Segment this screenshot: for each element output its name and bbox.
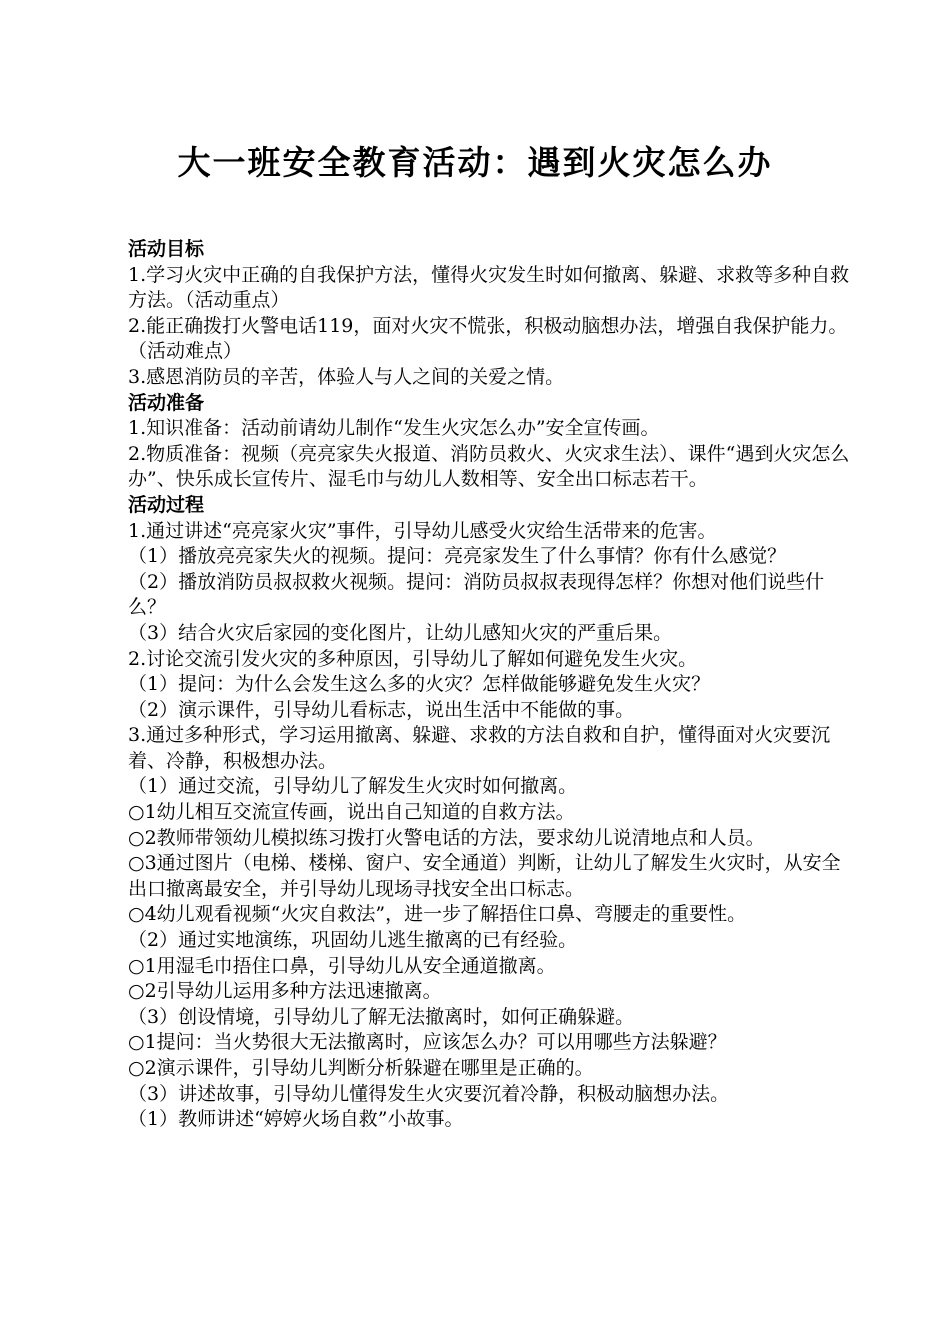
process-item: ○1用湿毛巾捂住口鼻，引导幼儿从安全通道撤离。 (128, 954, 556, 977)
document-body (128, 237, 858, 1133)
process-item: ○1幼儿相互交流宣传画，说出自己知道的自救方法。 (128, 801, 575, 824)
process-item: ○4幼儿观看视频“火灾自救法”，进一步了解捂住口鼻、弯腰走的重要性。 (128, 903, 747, 926)
goal-item: 2.能正确拨打火警电话119，面对火灾不慌张，积极动脑想办法，增强自我保护能力。（活动难点） (128, 314, 848, 363)
page-title: 大一班安全教育活动：遇到火灾怎么办 (177, 143, 773, 182)
process-item: （1）通过交流，引导幼儿了解发生火灾时如何撤离。 (128, 775, 578, 798)
process-item: 2.讨论交流引发火灾的多种原因，引导幼儿了解如何避免发生火灾。 (128, 647, 698, 670)
process-item: （1）教师讲述“婷婷火场自救”小故事。 (128, 1108, 464, 1131)
goal-item: 3.感恩消防员的辛苦，体验人与人之间的关爱之情。 (128, 365, 565, 388)
process-item: 1.通过讲述“亮亮家火灾”事件，引导幼儿感受火灾给生活带来的危害。 (128, 519, 717, 542)
section-heading-process: 活动过程 (128, 493, 205, 516)
section-heading-preparation: 活动准备 (128, 391, 205, 414)
process-item: ○1提问：当火势很大无法撤离时，应该怎么办？可以用哪些方法躲避？ (128, 1031, 727, 1054)
process-item: （1）提问：为什么会发生这么多的火灾？怎样做能够避免发生火灾？ (128, 673, 711, 696)
section-heading-goals: 活动目标 (128, 238, 205, 260)
process-item: ○2引导幼儿运用多种方法迅速撤离。 (128, 980, 442, 1003)
process-item: ○2演示课件，引导幼儿判断分析躲避在哪里是正确的。 (128, 1057, 594, 1079)
process-item: （2）演示课件，引导幼儿看标志，说出生活中不能做的事。 (128, 698, 635, 721)
process-item: （3）创设情境，引导幼儿了解无法撤离时，如何正确躲避。 (128, 1005, 635, 1028)
process-item: ○2教师带领幼儿模拟练习拨打火警电话的方法，要求幼儿说清地点和人员。 (128, 826, 765, 849)
goal-item: 1.学习火灾中正确的自我保护方法，懂得火灾发生时如何撤离、躲避、求救等多种自救方法。（活动重点） (128, 263, 850, 312)
process-item: （2）通过实地演练，巩固幼儿逃生撤离的已有经验。 (128, 929, 578, 952)
preparation-item: 1.知识准备：活动前请幼儿制作“发生火灾怎么办”安全宣传画。 (128, 417, 660, 440)
process-item: ○3通过图片（电梯、楼梯、窗户、安全通道）判断，让幼儿了解发生火灾时，从安全出口撤离最安全，并引导幼儿现场寻找安全出口标志。 (128, 852, 841, 900)
process-item: （2）播放消防员叔叔救火视频。提问：消防员叔叔表现得怎样？你想对他们说些什么？ (128, 570, 825, 619)
process-item: （3）结合火灾后家园的变化图片，让幼儿感知火灾的严重后果。 (128, 621, 673, 644)
process-item: 3.通过多种形式，学习运用撤离、躲避、求救的方法自救和自护，懂得面对火灾要沉着、冷静，积极想办法。 (128, 724, 831, 772)
process-item: （3）讲述故事，引导幼儿懂得发生火灾要沉着冷静，积极动脑想办法。 (128, 1082, 730, 1105)
preparation-item: 2.物质准备：视频（亮亮家失火报道、消防员救火、火灾求生法）、课件“遇到火灾怎么办”、快乐成长宣传片、湿毛巾与幼儿人数相等、安全出口标志若干。 (128, 442, 850, 491)
process-item: （1）播放亮亮家失火的视频。提问：亮亮家发生了什么事情？你有什么感觉？ (128, 545, 787, 568)
